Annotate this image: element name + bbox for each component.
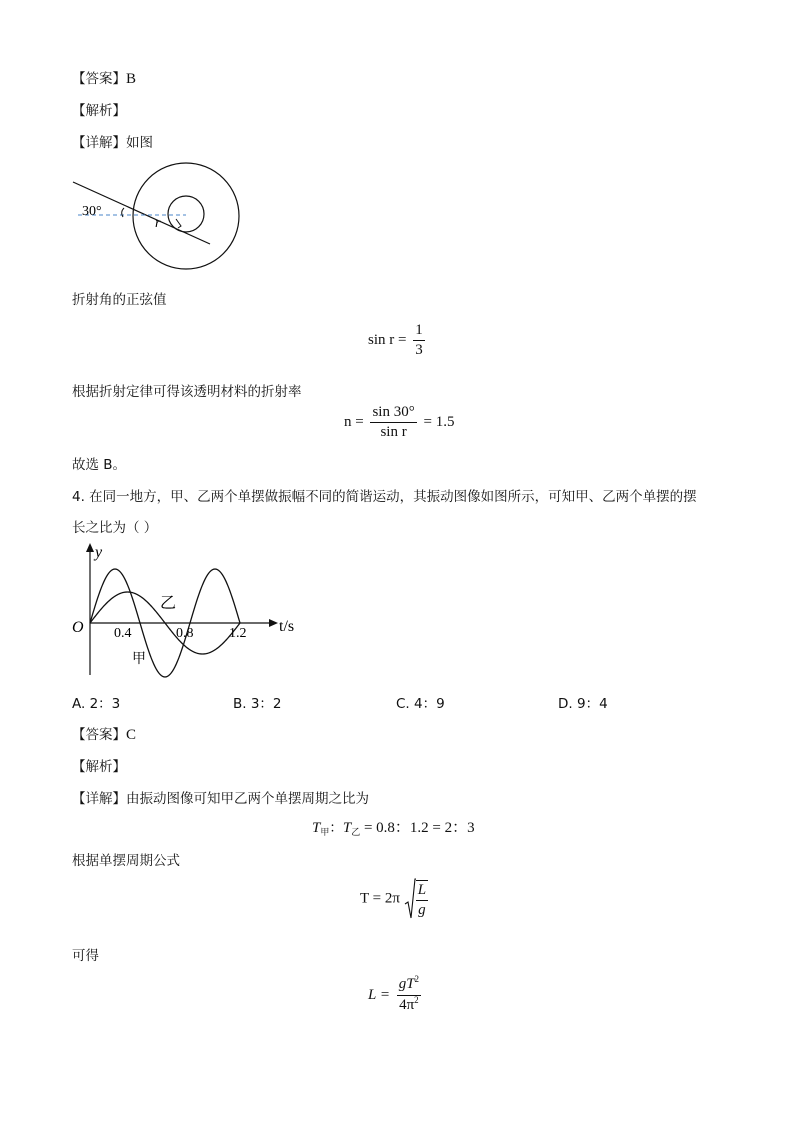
detail-label-2: 【详解】: [72, 791, 126, 807]
label-yi: 乙: [160, 595, 177, 612]
ratio-t2: T: [342, 820, 352, 836]
length-num: [397, 976, 421, 996]
period-fraction: [416, 880, 428, 919]
eq2-num: sin 30°: [370, 404, 416, 423]
sqrt-sign: [404, 878, 416, 920]
y-axis-arrow: [86, 543, 94, 552]
x-axis-arrow: [269, 619, 278, 627]
option-d[interactable]: D. 9：4: [558, 696, 608, 712]
ratio-sub-yi: 乙: [351, 828, 361, 838]
eq2-rhs: = 1.5: [423, 413, 455, 430]
detail-label: 【详解】: [72, 135, 126, 151]
refraction-figure: [68, 158, 243, 270]
tick-0-8: 0.8: [176, 626, 194, 641]
length-num-base: gT: [398, 976, 415, 992]
text-sine: 折射角的正弦值: [72, 292, 167, 308]
eq1-den: 3: [415, 342, 423, 358]
r-label: r: [155, 216, 161, 231]
eq2-fraction: [370, 404, 416, 441]
option-b[interactable]: B. 3：2: [233, 696, 282, 712]
equation-ratio: [312, 816, 475, 837]
analysis-label-2: 【解析】: [72, 759, 126, 775]
eq1-num: 1: [413, 322, 425, 341]
tick-1-2: 1.2: [229, 626, 247, 641]
conclusion: 故选 B。: [72, 457, 127, 473]
y-axis-label: y: [95, 544, 103, 561]
length-den-exp: 2: [414, 995, 419, 1005]
answer-value-2: C: [126, 727, 137, 743]
ratio-sub-jia: 甲: [320, 828, 330, 838]
ratio-t1: T: [312, 820, 321, 836]
length-fraction: [397, 976, 421, 1015]
answer-line-2: [72, 723, 136, 744]
equation-index: [344, 404, 454, 441]
origin-label: O: [72, 619, 84, 636]
equation-sin-r: [368, 322, 428, 359]
length-lhs: L =: [368, 986, 390, 1003]
x-axis-label: t/s: [279, 618, 295, 635]
inner-circle: [168, 196, 204, 232]
ray-mark: [176, 219, 181, 228]
period-num: L: [416, 882, 428, 901]
equation-period: [360, 878, 428, 920]
eq1-lhs: sin r =: [368, 331, 407, 348]
text-get: 可得: [72, 948, 99, 964]
period-lhs: T = 2π: [360, 890, 400, 907]
text-law: 根据折射定律可得该透明材料的折射率: [72, 384, 302, 400]
answer-label: 【答案】: [72, 71, 126, 87]
length-num-exp: 2: [414, 974, 420, 984]
sqrt: [404, 878, 428, 920]
vibration-graph: [68, 540, 308, 680]
eq2-den: sin r: [380, 424, 407, 440]
option-c[interactable]: C. 4：9: [396, 696, 445, 712]
eq2-lhs: n =: [344, 413, 364, 430]
period-den: g: [418, 901, 426, 918]
answer-label-2: 【答案】: [72, 727, 126, 743]
equation-length: [368, 976, 424, 1015]
ratio-sep: ：: [329, 820, 343, 836]
option-a[interactable]: A. 2：3: [72, 696, 121, 712]
detail-line-1: [72, 131, 153, 151]
detail-line-2: [72, 787, 369, 807]
answer-line-1: [72, 67, 136, 88]
tick-0-4: 0.4: [114, 626, 132, 641]
eq1-fraction: [413, 322, 425, 359]
ratio-rhs: = 0.8：1.2 = 2：3: [363, 820, 475, 836]
question4-line2: 长之比为（ ）: [72, 520, 158, 536]
angle-arc: [122, 208, 124, 217]
length-den-base: 4π: [399, 997, 415, 1013]
angle-label: 30°: [82, 204, 102, 219]
question4-line1: 4. 在同一地方，甲、乙两个单摆做振幅不同的简谐运动，其振动图像如图所示，可知甲、乙两个单摆的摆: [72, 489, 697, 505]
detail-text: 如图: [126, 135, 153, 151]
detail-text-2: 由振动图像可知甲乙两个单摆周期之比为: [126, 791, 369, 807]
label-jia: 甲: [132, 652, 146, 667]
analysis-label-1: 【解析】: [72, 103, 126, 119]
length-den: [397, 996, 421, 1015]
text-formula: 根据单摆周期公式: [72, 853, 180, 869]
answer-value: B: [126, 71, 137, 87]
